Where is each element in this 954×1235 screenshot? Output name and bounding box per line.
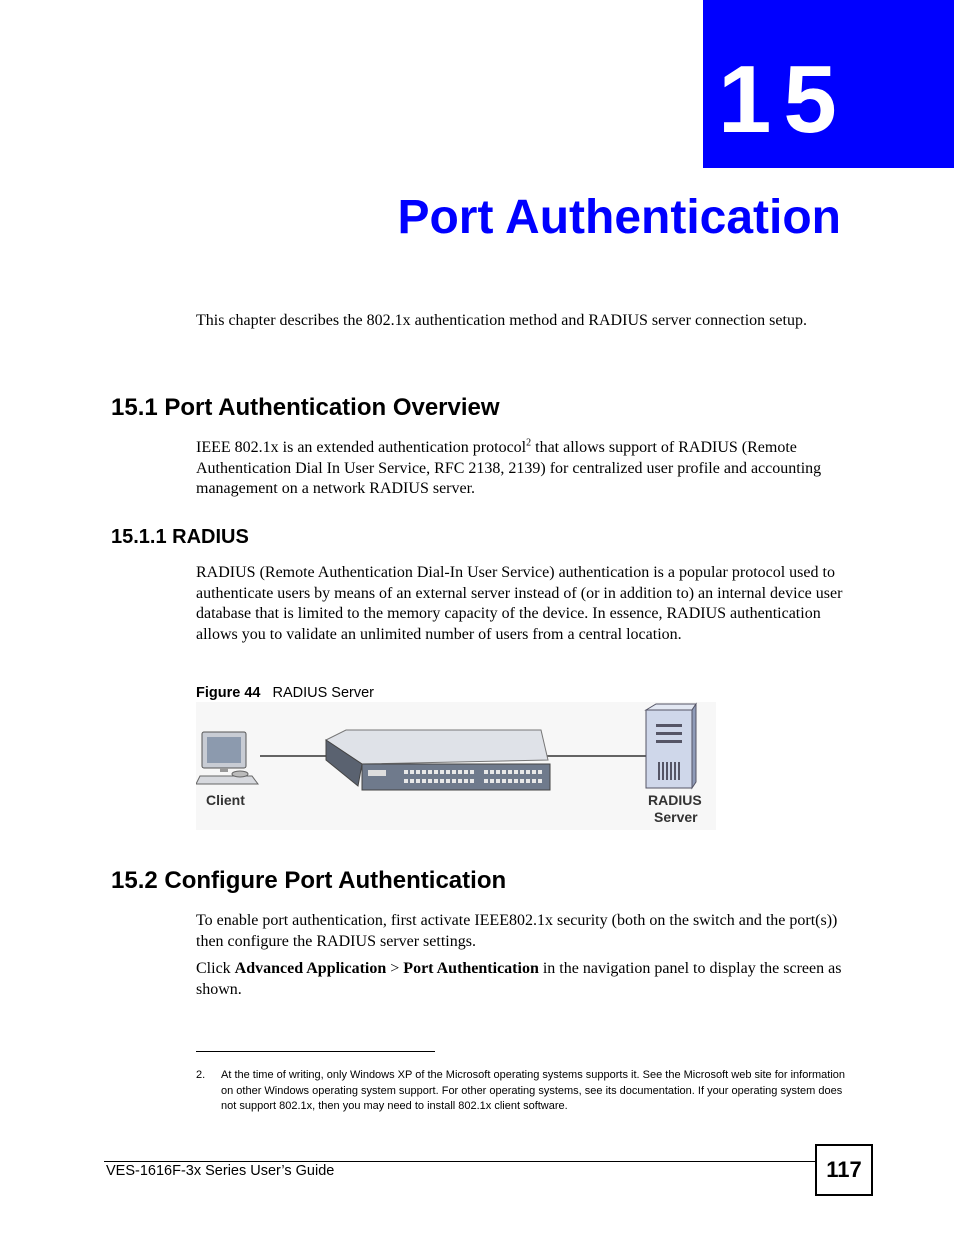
figure-label: Figure 44 (196, 685, 261, 701)
nav-separator: > (386, 960, 404, 977)
footnote-text: At the time of writing, only Windows XP of the Microsoft operating systems supports it. See the Microsoft web site for information on other Windows operating system support. For other operating systems, see its documentation. If your operating system does not support 802.1x, then you may need to install 802.1x client software. (221, 1069, 846, 1112)
client-label: Client (206, 792, 245, 808)
server-label-line2: Server (654, 809, 698, 825)
footer-guide-title: VES-1616F-3x Series User’s Guide (106, 1163, 335, 1179)
chapter-number: 15 (718, 46, 849, 153)
server-label-line1: RADIUS (648, 792, 702, 808)
footnote-reference[interactable]: 2 (526, 437, 532, 449)
radius-server-icon (646, 704, 696, 788)
overview-text-end: that allows support of RADIUS (Remote Authentication Dial In User Service, RFC 2138, 2139) for centralized user profile and accounting management on a network RADIUS server. (196, 439, 822, 497)
radius-paragraph: RADIUS (Remote Authentication Dial-In User Service) authentication is a popular protocol used to authenticate users by means of an external server instead of (or in addition to) an internal device user database that is limited to the memory capacity of the device. In essence, RADIUS authentication allows you to validate an unlimited number of users from a central location. (196, 564, 843, 643)
footnote-divider (196, 1051, 435, 1052)
chapter-title: Port Authentication (397, 191, 841, 244)
nav-text-click: Click (196, 960, 235, 977)
navigation-paragraph (196, 959, 846, 1000)
figure-title: RADIUS Server (272, 685, 374, 701)
nav-menu-port-authentication: Port Authentication (403, 960, 539, 977)
radius-server-diagram (196, 702, 716, 830)
page-number: 117 (815, 1144, 873, 1196)
nav-menu-advanced-application: Advanced Application (234, 960, 387, 977)
section-heading-configure: 15.2 Configure Port Authentication (111, 867, 507, 894)
figure-caption (196, 683, 374, 703)
overview-paragraph (196, 438, 846, 500)
configure-paragraph: To enable port authentication, first activate IEEE802.1x security (both on the switch and the port(s)) then configure the RADIUS server settings. (196, 912, 838, 950)
section-heading-overview: 15.1 Port Authentication Overview (111, 394, 500, 421)
footnote-number: 2. (196, 1069, 206, 1081)
section-heading-radius: 15.1.1 RADIUS (111, 526, 249, 548)
intro-paragraph: This chapter describes the 802.1x authentication method and RADIUS server connection setup. (196, 312, 807, 329)
nav-text-end: in the navigation panel to display the screen as shown. (196, 960, 842, 998)
overview-text-start: IEEE 802.1x is an extended authentication protocol (196, 439, 527, 456)
